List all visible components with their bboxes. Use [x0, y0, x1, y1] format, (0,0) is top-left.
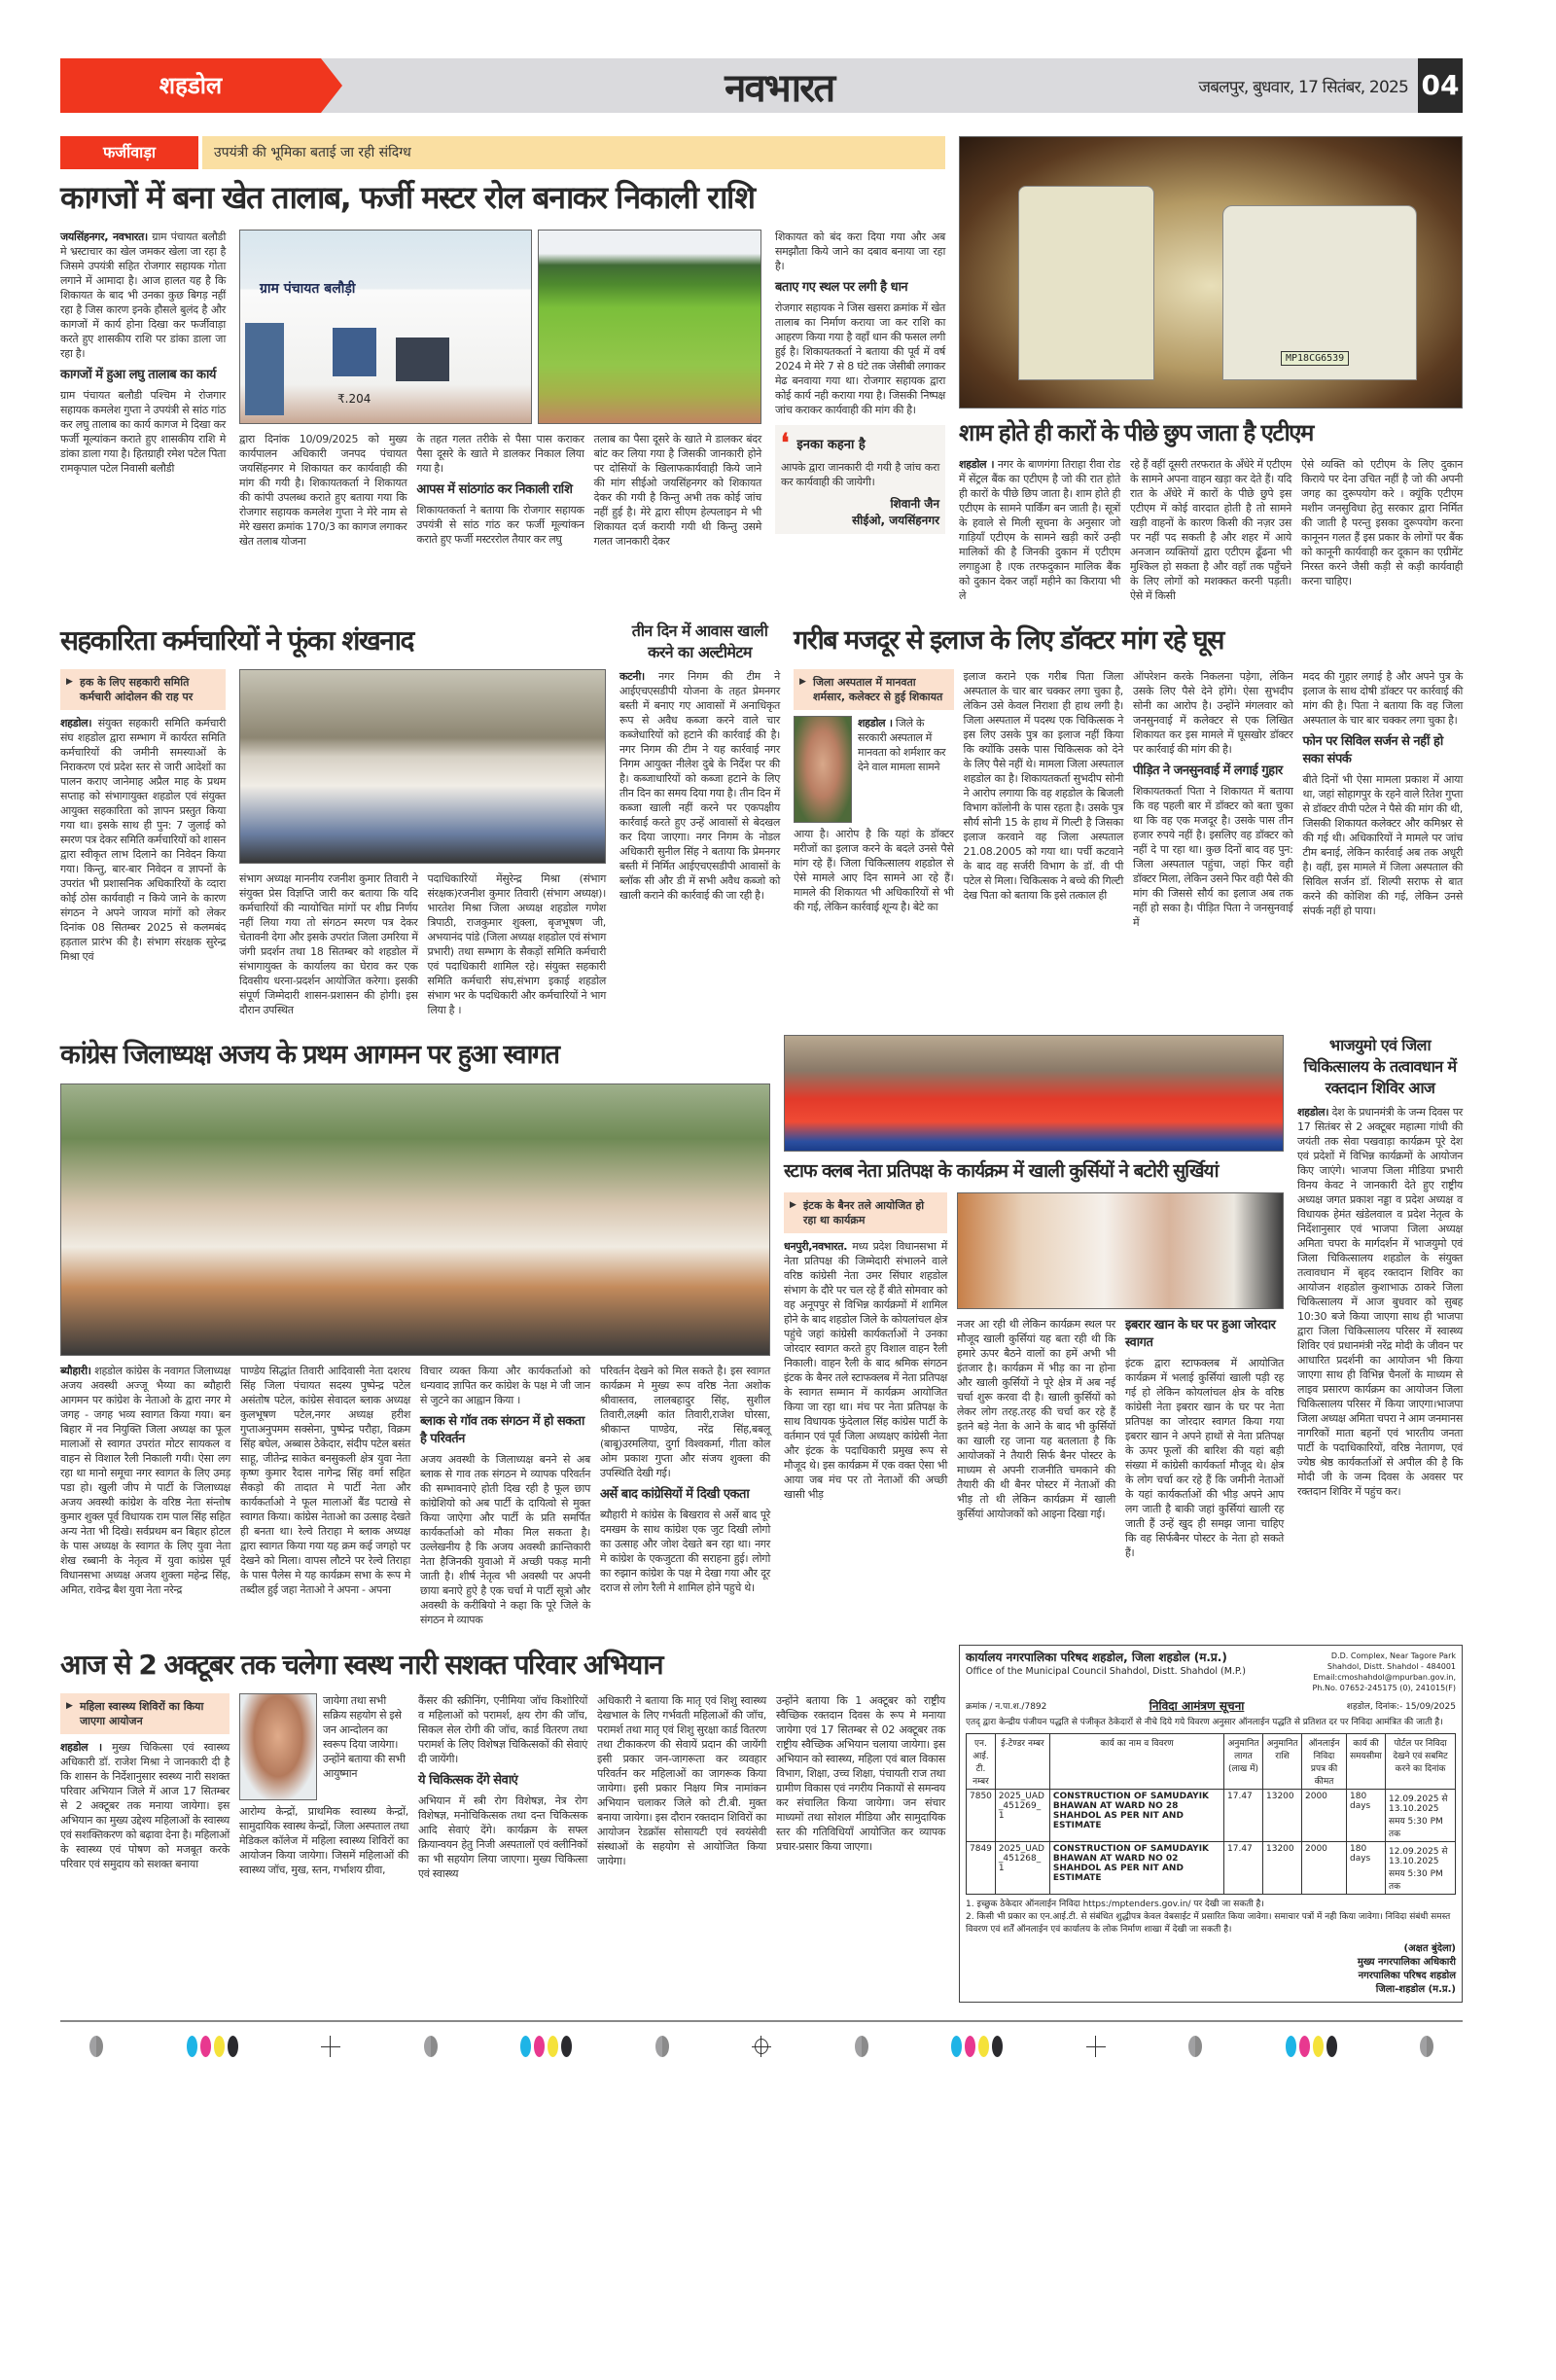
story9-col2-side: जायेगा तथा सभी सक्रिय सहयोग से इसे जन आन्दोलन का स्वरूप दिया जायेगा। उन्होंने बताया की सभी आयुष्मान	[323, 1694, 406, 1780]
story1-col1	[60, 230, 226, 361]
story5-photo-row	[794, 716, 954, 823]
tender-address1: D.D. Complex, Near Tagore Park	[1330, 1652, 1456, 1660]
story9-col2: आरोग्य केन्द्रों, प्राथमिक स्वास्थ्य केन्द्रों, सामुदायिक स्वास्थ केन्द्रों, जिला अस्पताल तथा मेडिकल कॉलेज में महिला स्वास्थ्य शिविरों का आयोजन किया जायेगा। जिसमें महिलाओं की स्वास्थ्य जॉच, मुख, स्तन, गर्भाशय ग्रीवा,	[239, 1805, 408, 1876]
gray-balance-mark	[424, 2036, 438, 2057]
story1-col3b: शिकायतकर्ता ने बताया कि रोजगार सहायक उपयंत्री से सांठ गांठ कर फर्जी मूल्यांकन कराते हुए फर्जी मस्टररोल तैयार कर लघु	[416, 504, 584, 546]
tender-signature	[966, 1942, 1456, 1997]
th-form-fee: ऑनलाईन निविदा प्रपत्र की कीमत	[1302, 1734, 1347, 1790]
crosshair-icon	[1086, 2036, 1106, 2057]
section-name: शहडोल	[60, 58, 321, 113]
story6-col1-text: शहडोल कांग्रेस के नवागत जिलाध्यक्ष अजय अवस्थी अज्जू भैय्या का ब्यौहारी आगमन पर कांग्रेश के नेताओ के द्वारा नगर मे जगह - जगह भव्य स्वागत किया गया। बन बिहार में नव नियुक्ति जिला अध्यक्ष का फूल मालाओं से स्वागत उपरांत मोटर सायकल व वाहन से विशाल रैली निकाली गयी। ऐसा लग रहा था मानो समूचा नगर स्वागत के लिए उमड़ पडा हो। खुली जीप मे पार्टी के जिलाध्यक्ष अजय अवस्थी कांग्रेश के वरिष्ठ नेता संन्तोष कुमार शुक्ल पूर्व विधायक राम पाल सिंह सहित अन्य नेता भी दिखे। सर्वप्रथम बन बिहार होटल के पास अध्यक्ष के स्वागत के लिए युवा नेता शेख रब्बानी के नेतृत्व में युवा कांग्रेस पूर्व विधानसभा अध्यक्ष अजय शुक्ला महेन्द्र सिंह, अमित, रावेन्द्र बैश युवा नेता नरेन्द्र	[60, 1365, 230, 1596]
story5-body	[794, 669, 1463, 930]
story1	[60, 136, 945, 549]
story7-photo-leaders	[957, 1192, 1284, 1309]
cell: 17.47	[1224, 1842, 1263, 1895]
story6-col3-wrap	[420, 1364, 590, 1627]
tender-address2: Shahdol, Distt. Shahdol - 484001	[1326, 1662, 1456, 1671]
story7-headline: स्टाफ क्लब नेता प्रतिपक्ष के कार्यक्रम में खाली कुर्सियों ने बटोरी सुर्खियां	[784, 1160, 1219, 1182]
cell: 2000	[1302, 1790, 1347, 1842]
registration-target-icon	[752, 2036, 771, 2057]
tender-date: शहडोल, दिनांक:- 15/09/2025	[1346, 1702, 1456, 1712]
cell: 7850	[967, 1790, 996, 1842]
cell: 12.09.2025 से 13.10.2025 समय 5:30 PM तक	[1386, 1790, 1456, 1842]
story5-col3-wrap	[1133, 669, 1293, 930]
color-bar-swatch	[1326, 2036, 1337, 2057]
story5-col1-side-text: जिले के सरकारी अस्पताल में मानवता को शर्मशार कर देने वाल मामला सामने	[858, 717, 946, 773]
story5-col3: ऑपरेशन करके निकलना पड़ेगा, लेकिन उसके लिए पैसे देने होंगे। ऐसा सुभदीप सोनी का आरोप है। उन्होंने मंगलवार को जनसुनवाई में कलेक्टर से एक लिखित शिकायत कर इस मामले में घूसखोर डॉक्टर पर कार्रवाई की मांग की है।	[1133, 670, 1293, 756]
story1-col4: तलाब का पैसा दूसरे के खाते मे डालकर बंदर बांट कर लिया गया है जिसकी जानकारी होने पर दोसियों के खिलाफकार्यवाही किये जाने की मांग सीईओ जयसिंहनगर को शिकायत देकर की गयी है किन्तु अभी तक कोई जांच नहीं हुई है। मेरे द्वारा सीएम हेल्पलाइन मे भी शिकायत दर्ज करायी गयी थी किन्तु उसमे गलत जानकारी देकर	[593, 433, 761, 548]
th-cost: अनुमानित लागत (लाख में)	[1224, 1734, 1263, 1790]
story7-dateline: धनपुरी,नवभारत.	[784, 1240, 848, 1253]
story9-col3b: अभियान में स्त्री रोग विशेषज्ञ, नेत्र रोग विशेषज्ञ, मनोचिकित्सक तथा दन्त चिकित्सक आदि सेवाएं देंगे। कार्यक्रम के सफ्ल क्रियान्वयन हेतु निजी अस्पतालों एवं क्लीनिकों का भी सहयोग लिया जाएगा। मुख्य चिकित्सा एवं स्वास्थ्य	[418, 1794, 587, 1880]
story3-col3: पदाधिकारियों मेंसुरेन्द्र मिश्रा (संभाग संरक्षक)रजनीश कुमार तिवारी (संभाग अध्यक्ष)। भारतेश मिश्रा जिला अध्यक्ष शहडोल गणेश त्रिपाठी, राजकुमार शुक्ला, बृजभूषण जी, अभयानंद पांडे (जिला अध्यक्ष शहडोल एवं संभाग प्रभारी) तथा सम्भाग के सैकड़ों समिति कर्मचारी एवं पदाधिकारी शामिल रहे। संयुक्त सहकारी समिति कर्मचारी संघ,संभाग इकाई शहडोल संभाग भर के पदधिकारी और कर्मचारियों ने भाग लिया है ।	[427, 872, 606, 1016]
story7-kicker: ▶ इंटक के बैनर तले आयोजित हो रहा था कार्यक्रम	[784, 1192, 947, 1233]
story1-subhead2: आपस में सांठगांठ कर निकाली राशि	[416, 482, 573, 497]
story8-body	[1297, 1105, 1463, 1499]
color-bar-swatch	[548, 2036, 558, 2057]
cell: 13200	[1263, 1790, 1302, 1842]
color-bar	[951, 2036, 1003, 2057]
story9-headline: आज से 2 अक्टूबर तक चलेगा स्वस्थ नारी सशक्त परिवार अभियान	[60, 1649, 663, 1681]
print-registration-marks	[60, 2020, 1463, 2077]
story6-col3: विचार व्यक्त किया और कार्यकर्ताओ को धन्यवाद ज्ञापित कर कांग्रेश के पक्ष मे जी जान से जुटने का आह्वान किया ।	[420, 1365, 590, 1406]
story2-body	[959, 457, 1463, 603]
tender-top	[966, 1651, 1456, 1693]
cell: 12.09.2025 से 13.10.2025 समय 5:30 PM तक	[1386, 1842, 1456, 1895]
story3-kicker: ▶ हक के लिए सहकारी समिति कर्मचारी आंदोलन की राह पर	[60, 669, 226, 710]
story7-col1-text: मध्य प्रदेश विधानसभा में नेता प्रतिपक्ष की जिम्मेदारी संभालने वाले वरिष्ठ कांग्रेसी नेता उमर सिंघार शहडोल संभाग के दौरे पर चल रहे हैं बीते सोमवार को वह अनूपपुर से विभिन्न कार्यक्रमों में शामिल होने के बाद शहडोल जिले के कोयलांचल क्षेत्र पहुंचे जहां कांग्रेसी कार्यकर्ताओं ने उनका जोरदार स्वागत करते हुए विशाल वाहन रैली निकाली। वाहन रैली के बाद श्रमिक संगठन इंटक के बैनर तले स्टाफक्लब में नेता प्रतिपक्ष के स्वागत सम्मान में कार्यक्रम आयोजित किया जा रहा था। मंच पर नेता प्रतिपक्ष के साथ विधायक फुंदेलाल सिंह कांग्रेस पार्टी के वर्तमान एवं पूर्व जिला अध्यक्षए कांग्रेसी नेता और इंटक के पदाधिकारी प्रमुख रूप से मौजूद थे। इस कार्यक्रम में एक वक्त ऐसा भी आया जब मंच पर तो नेताओं की अच्छी खासी भीड़	[784, 1240, 947, 1501]
gray-balance-mark	[1420, 2036, 1433, 2057]
tender-header-row	[967, 1734, 1456, 1790]
quote-mark-icon: ❛	[781, 429, 790, 458]
color-bar	[520, 2036, 572, 2057]
quote-title: इनका कहना है	[796, 438, 866, 452]
story9-subhead1: ये चिकित्सक देंगे सेवाएं	[418, 1773, 518, 1788]
story3-4	[60, 621, 780, 1017]
story9-col3-wrap	[418, 1693, 587, 1881]
cell: 2025_UAD_451269_1	[995, 1790, 1049, 1842]
story2-dateline: शहडोल ।	[959, 458, 995, 471]
story1-col1b: ग्राम पंचायत बलौडी पश्चिम मे रोजगार सहायक कमलेश गुप्ता ने उपयंत्री से सांठ गांठ कर लघु तालाब का कार्य कागज मे दिखा कर फर्जी मूल्यांकन कराते हुए शासकीय राशि मे डांका डाला गया है। हितग्राही रमेश पटेल पिता रामकृपाल पटेल निवासी बलौडी	[60, 389, 226, 475]
story1-tag: फर्जीवाड़ा	[60, 136, 198, 169]
row-second	[60, 621, 1463, 1017]
story9-kicker: ▶ महिला स्वास्थ्य शिविरों का किया जाएगा आयोजन	[60, 1693, 230, 1734]
gray-balance-mark	[655, 2036, 669, 2057]
tender-note2: 2. किसी भी प्रकार का एन.आई.टी. से संबंधित शुद्धीपत्र केवल वेबसाईट में प्रसारित किया जावेगा। समाचार पत्रों में नही किया जावेगा। निविदा संबंधी समस्त विवरण एवं शर्तें ऑनलाईन एवं कार्यालय के लोक निर्माण शाखा में देखी जा सकती है।	[966, 1912, 1451, 1935]
photo-sign-text: ग्राम पंचायत बलौड़ी	[260, 281, 356, 297]
sign-role1: मुख्य नगरपालिका अधिकारी	[1357, 1957, 1456, 1968]
color-bar-swatch	[520, 2036, 531, 2057]
story5-col4-wrap	[1303, 669, 1464, 918]
license-plate: MP18CG6539	[1281, 351, 1349, 366]
color-bar-swatch	[214, 2036, 225, 2057]
tender-title: निविदा आमंत्रण सूचना	[1149, 1699, 1245, 1713]
crosshair-icon	[321, 2036, 340, 2057]
story7-subhead1: इबरार खान के घर पर हुआ जोरदार स्वागत	[1125, 1318, 1276, 1350]
row-third	[60, 1035, 1463, 1627]
color-bar-swatch	[1286, 2036, 1296, 2057]
story5-col1: आया है। आरोप है कि यहां के डॉक्टर मरीजों का इलाज करने के बदले उनसे पैसे मांग रहे हैं। जिला चिकित्सालय शहडोल से ऐसे मामले आए दिन सामने आ रहे हैं। मामले की शिकायत भी अधिकारियों से भी की गई, लेकिन कार्रवाई शून्य है। बेटे का	[794, 828, 954, 913]
story9-col1	[60, 1740, 230, 1871]
color-bar-swatch	[534, 2036, 545, 2057]
story1-middle	[239, 230, 761, 549]
story9-body	[60, 1693, 945, 1881]
masthead	[60, 58, 1463, 113]
story6-col1	[60, 1364, 230, 1597]
quote-box	[775, 425, 945, 534]
story7-body	[784, 1192, 1284, 1560]
tender-ref: क्रमांक / न.पा.श./7892	[966, 1702, 1047, 1712]
cell: 2025_UAD_451268_1	[995, 1842, 1049, 1895]
story5-headline: गरीब मजदूर से इलाज के लिए डॉक्टर मांग रहे घूस	[794, 625, 1223, 656]
story9-col3: कैंसर की स्क्रीनिंग, एनीमिया जॉच किशोरियों व महिलाओं को परामर्श, क्षय रोग की जॉच, सिकल सेल रोगी की जॉच, कार्ड वितरण तथा परामर्श के लिए विशेषज्ञ चिकित्सकों की सेवाएं दी जायेंगी।	[418, 1694, 587, 1765]
story3-4-row	[60, 621, 780, 1017]
story6-col4b: ब्यौहारी मे कांग्रेस के बिखराव से अर्से बाद पूरे दमखम के साथ कांग्रेश एक जुट दिखी लोगो का उत्साह और जोश देखते बन रहा था। नगर मे कांग्रेश के एकजुटता की सराहना हुई। लोगो का रुझान कांग्रेश के पक्ष मे देखा गया और दूर दराज से लोग रैली मे शामिल होने पहुचे थे।	[600, 1509, 770, 1594]
story1-subhead3: बताए गए स्थल पर लगी है धान	[775, 280, 908, 295]
story9-col5: उन्होंने बताया कि 1 अक्टूबर को राष्ट्रीय स्वैच्छिक रक्तदान दिवस के रूप मे मनाया जायेगा एवं 17 सितम्बर से 02 अक्टूबर तक राष्ट्रीय स्वैच्छिक अभियान चलाया जायेगा। इस अभियान को स्वास्थ्य, महिला एवं बाल विकास विभाग, शिक्षा, उच्च शिक्षा, पंचायती राज तथा ग्रामीण विकास एवं नगरीय निकायों से समन्वय कर संचालित किया जायेगा। जन संचार माध्यमों तथा सोशल मीडिया और सामुदायिक स्तर की गतिविधियाँ आयोजित कर व्यापक प्रचार-प्रसार किया जाएगा।	[776, 1694, 945, 1853]
story1-col5: शिकायत को बंद करा दिया गया और अब समझौता किये जाने का दबाव बनाया जा रहा है।	[775, 231, 945, 272]
tender-row	[967, 1790, 1456, 1842]
cell: 2000	[1302, 1842, 1347, 1895]
story5-col1-wrap	[794, 669, 954, 914]
story6-col2: पाण्डेय सिद्धांत तिवारी आदिवासी नेता दशरथ सिंह जिला पंचायत सदस्य पुष्पेन्द्र पटेल असंतोष पटेल, कांग्रेस सेवादल ब्लाक अध्यक्ष कुलभूषण पटेल,नगर अध्यक्ष हरीश गुप्ताअनुपमम सक्सेना, पुष्पेन्द्र परौहा, विक्रम सिंह बघेल, अब्बास ठेकेदार, संदीप पटेल बसंत साहू, जीतेन्द्र साकेत बनसुकली क्षेत्र युवा नेता कृष्ण कुमार रैदास नागेन्द्र सिंह वर्मा सहित सैकड़ो की तादात मे पार्टी नेता और कार्यकर्ताओ ने फूल मालाओं बैंड पटाखे से स्वागत किया। कांग्रेस नेताओ का उत्साह देखते ही बनता था। रेल्वे तिराहा मे ब्लाक अध्यक्ष द्वारा स्वागत किया गया यह क्रम कई जगहो पर देखने को मिला। वापस लौटने पर रेल्वे तिराहा के पास पैलेस मे यह कार्यक्रम सभा के रूप मे तब्दील हुई जहा नेताओ ने अपना - अपना	[240, 1365, 410, 1596]
story3-cols	[239, 871, 606, 1017]
story9-photo-row	[239, 1693, 408, 1800]
tender-phone: Ph.No. 07652-245175 (0), 241015(F)	[1312, 1684, 1456, 1692]
story6-col4-wrap	[600, 1364, 770, 1595]
quote-role: सीईओ, जयसिंहनगर	[852, 514, 939, 527]
story7-col3-wrap	[1125, 1317, 1284, 1560]
story5-photo-complainant	[794, 716, 852, 823]
story1-col2: द्वारा दिनांक 10/09/2025 को मुख्य कार्यपालन अधिकारी जनपद पंचायत जयसिंहनगर मे शिकायत कर कार्यवाही की मांग की गयी है। शिकायतकर्ता ने शिकायत की कांपी उपलब्ध कराते हुए बताया गया कि रोजगार सहायक कमलेश गुप्ता ने मेरे नाम से मेरे खसरा क्रमांक 170/3 का कागज लगाकर खेत तलाब योजना	[239, 433, 407, 548]
story2-col1-text: नगर के बाणगंगा तिराहा रीवा रोड में सेंट्रल बैंक का एटीएम है जो की रात होते ही कारों के पीछे छिप जाता है। शाम होते ही एटीएम के सामने पार्किंग बन जाती है। सूत्रों के हवाले से मिली सूचना के अनुसार जो गाड़ियाँ एटीएम के सामने खड़ी कारें उन्ही मालिकों की है जिनकी दुकान में एटीएम लगाहुआ है ।एक तरफदुकान मालिक बैंक को दुकान देकर जहाँ महीने का किराया भी ले	[959, 458, 1121, 602]
cell: 7849	[967, 1842, 996, 1895]
story7-photo-empty-chairs	[784, 1035, 1284, 1152]
story2-headline: शाम होते ही कारों के पीछे छुप जाता है एटीएम	[959, 419, 1313, 446]
color-bar-swatch	[992, 2036, 1003, 2057]
story1-photos	[239, 230, 761, 424]
story2-photo-parked-cars-atm	[959, 136, 1463, 409]
color-bar-swatch	[951, 2036, 962, 2057]
color-bar-swatch	[187, 2036, 197, 2057]
tender-email: Email:cmoshahdol@mpurban.gov.in,	[1313, 1673, 1456, 1682]
story7-col2: नजर आ रही थी लेकिन कार्यक्रम स्थल पर मौजूद खाली कुर्सियां यह बता रही थी कि हमारे ऊपर बैठने वालों का हमें अभी भी इंतजार है। कार्यक्रम में भीड़ का ना होना और खाली कुर्सियों ने पूरे क्षेत्र में अब नई चर्चा शुरू करवा दी है। खाली कुर्सियों को लेकर लोग तरह.तरह की चर्चा कर रहे हैं इतने बड़े नेता के आने के बाद भी कुर्सियों का खाली रह जाना यह बतलाता है कि आयोजकों ने तैयारी सिर्फ बैनर पोस्टर के माध्यम से अपनी राजनीति चमकाने की तैयारी की थी बैनर पोस्टर में नेताओं की भीड़ तो थी लेकिन कार्यक्रम में खाली कुर्सियां आयोजकों को आइना दिखा गई।	[957, 1318, 1115, 1520]
story1-col1-wrap	[60, 230, 226, 476]
tender-office-english: Office of the Municipal Council Shahdol, Distt. Shahdol (M.P.)	[966, 1666, 1246, 1677]
story1-col3-wrap	[416, 432, 584, 547]
newspaper-logo: नवभारत	[725, 65, 834, 111]
story6-photo-rally	[60, 1083, 770, 1356]
story9-col1-wrap	[60, 1693, 230, 1871]
newspaper-page	[60, 0, 1463, 2077]
story3-dateline: शहडोल।	[60, 717, 92, 729]
cell: 13200	[1263, 1842, 1302, 1895]
row-top	[60, 136, 1463, 603]
story7	[784, 1035, 1284, 1560]
story7-right-cols	[957, 1317, 1284, 1560]
tender-row	[967, 1842, 1456, 1895]
photo-number-text: ₹.204	[337, 392, 371, 406]
story9-col2-wrap	[239, 1693, 408, 1877]
th-dates: पोर्टल पर निविदा देखने एवं सबमिट करने का दिनांक	[1386, 1734, 1456, 1790]
story3-headline: सहकारिता कर्मचारियों ने फूंका शंखनाद	[60, 624, 413, 657]
color-bar-swatch	[1313, 2036, 1324, 2057]
color-bar-swatch	[200, 2036, 211, 2057]
story1-photo-paddy-field	[538, 230, 761, 424]
story1-photo-panchayat-building	[239, 230, 532, 424]
tender-notice	[959, 1645, 1463, 2003]
story1-middle-cols	[239, 432, 761, 549]
story3-right	[239, 669, 606, 1017]
story1-dateline: जयसिंहनगर, नवभारत।	[60, 231, 148, 243]
story7-col1-wrap	[784, 1192, 947, 1502]
cell: 180 days	[1347, 1790, 1386, 1842]
story6-body	[60, 1364, 770, 1627]
story2	[959, 136, 1463, 603]
th-amount: अनुमानित राशि	[1263, 1734, 1302, 1790]
story3-col1-text: संयुक्त सहकारी समिति कर्मचारी संघ शहडोल द्वारा सम्भाग में कार्यरत समिति कर्मचारियों की जमीनी समस्याओं के निराकरण एवं प्रदेश स्तर से जारी आदेशों का पालन कराए जानेमाह अप्रैल माह के प्रथम सप्ताह को संभागायुक्त शहडोल एवं संयुक्त आयुक्त सहकारिता को ज्ञापन प्रस्तुत किया गया था। इसके साथ ही पुन: 7 जुलाई को स्मरण पत्र देकर समिति कर्मचारियों को शासन द्वारा स्वीकृत लाभ दिलाने का निवेदन किया गया। किन्तु, बार-बार निवेदन व ज्ञापनों के उपरांत भी प्रशासनिक अधिकारियों के व्दारा कोई ठोस कार्यवाही न किये जाने के कारण संगठन ने अपने जायज मांगों को लेकर दिनांक 08 सितम्बर 2025 से कलमबंद हड़ताल प्रारंभ की है। संभाग संरक्षक सुरेन्द्र मिश्रा एवं	[60, 717, 226, 963]
story7-right	[957, 1192, 1284, 1560]
story5-subhead2: फोन पर सिविल सर्जन से नहीं हो सका संपर्क	[1302, 734, 1443, 766]
story4-headline: तीन दिन में आवास खाली करने का अल्टीमेटम	[631, 622, 768, 661]
story9	[60, 1645, 945, 1881]
story7-col1	[784, 1239, 947, 1502]
color-bar-swatch	[228, 2036, 238, 2057]
color-bar-swatch	[561, 2036, 572, 2057]
tender-note1: 1. इच्छुक ठेकेदार ऑनलाईन निविदा https:/mptenders.gov.in/ पर देखी जा सकती है।	[966, 1900, 1264, 1909]
story3-col2: संभाग अध्यक्ष माननीय रजनीश कुमार तिवारी ने संयुक्त प्रेस विज्ञप्ति जारी कर बताया कि यदि कर्मचारियों की न्यायोचित मांगों पर शीघ्र निर्णय नहीं लिया गया तो संगठन स्मरण पत्र देकर चेतावनी देगा और इसके उपरांत जिला उमरिया में जंगी प्रदर्शन तथा 18 सितम्बर को शहडोल में संभागायुक्त के कार्यालय का घेराव कर एक दिवसीय धरना-प्रदर्शन आयोजित करेगा। इसकी संपूर्ण जिम्मेदारी शासन-प्रशासन की होगी। इस दौरान उपस्थित	[239, 872, 418, 1016]
story4-body	[619, 669, 780, 903]
page-number: 04	[1418, 58, 1463, 113]
color-bar	[1286, 2036, 1337, 2057]
story4-dateline: कटनी।	[619, 670, 645, 683]
sign-name: (अक्षत बुंदेला)	[1403, 1943, 1456, 1954]
car-left	[1018, 186, 1154, 380]
tender-ref-row	[966, 1697, 1456, 1714]
story3-left	[60, 669, 226, 964]
story5-dateline: शहडोल ।	[858, 717, 893, 729]
story1-body	[60, 230, 945, 549]
gray-balance-mark	[89, 2036, 103, 2057]
story3	[60, 621, 606, 1017]
story1-headline: कागजों में बना खेत तालाब, फर्जी मस्टर रोल बनाकर निकाली राशि	[60, 179, 755, 216]
story3-col1	[60, 716, 226, 964]
story1-tagbar	[60, 136, 945, 169]
story3-body	[60, 669, 606, 1017]
story5-kicker: ▶ जिला अस्पताल में मानवता शर्मसार, कलेक्टर से हुई शिकायत	[794, 669, 954, 710]
story6-col3b: अजय अवस्थी के जिलाध्यक्ष बनने से अब ब्लाक से गाव तक संगठन मे व्यापक परिवर्तन की सम्भावनाऐ होती दिख रही है फूल छाप कांग्रेशियो को अब पार्टी के दायित्वो से मुक्त किया जाऐगा और पार्टी के प्रति समर्पित कार्यकर्ताओ को मौका मिल सकता है। उल्लेखनीय है कि अजय अवस्थी क्रान्तिकारी नेता हैजिनकी युवाओ में अच्छी पकड़ मानी जाती है। शीर्ष नेतृत्व भी अवस्थी पर अपनी छाया बनाऐ हुऐ है एक चर्चा मे पार्टी सूत्रो और अवस्थी के करीबियो ने कहा कि पूरे जिले के संगठन मे व्यापक	[420, 1453, 590, 1626]
story1-col1-text: ग्राम पंचायत बलौडी मे भ्रस्टाचार का खेल जमकर खेला जा रहा है जिसमे उपयंत्री सहित रोजगार सहायक गोता लगाने में आमादा है। आज हालत यह है कि शिकायत के बाद भी उनका कुछ बिगड़ नहीं रहा है जिस कारण इनके हौसले बुलंद है और कागजों में कार्य होना दिखा कर फर्जीवाड़ा करते हुए शासकीय राशि पर डांका डाला जा रहा है।	[60, 231, 226, 360]
color-bar-swatch	[965, 2036, 975, 2057]
sign-role3: जिला-शहडोल (म.प्र.)	[1375, 1984, 1456, 1995]
th-etender: ई-टेण्डर नम्बर	[995, 1734, 1049, 1790]
sign-role2: नगरपालिका परिषद शहडोल	[1358, 1971, 1456, 1981]
cell: CONSTRUCTION OF SAMUDAYIK BHAWAN AT WARD NO 28 SHAHDOL AS PER NIT AND ESTIMATE	[1049, 1790, 1223, 1842]
gray-balance-mark	[855, 2036, 868, 2057]
story1-col3: के तहत गलत तरीके से पैसा पास कराकर पैसा दूसरे के खाते मे डालकर निकाल लिया गया है।	[416, 433, 584, 475]
board	[396, 337, 449, 381]
story9-col4: अधिकारी ने बताया कि मातृ एवं शिशु स्वास्थ्य देखभाल के लिए गर्भवती महिलाओं की जॉच, परामर्श तथा मातृ एवं शिशु सुरक्षा कार्ड वितरण तथा टीकाकरण की सेवायें प्रदान की जायेंगी इसी प्रकार जन-जागरूता कर व्यवहार परिवर्तन कर महिलाओं का जागरूक किया जायेगा। इसी प्रकार निक्षय मित्र नामांकन अभियान चलाकर जिले को टी.बी. मुक्त बनाया जायेगा। इस दौरान रक्तदान शिविरों का आयोजन रेडक्रॉस सोसायटी एवं स्वयंसेवी संस्थाओं के सहयोग से आयोजित किया जायेगा।	[597, 1694, 766, 1867]
story3-photo-cooperative-employees	[239, 669, 606, 864]
color-bar	[187, 2036, 238, 2057]
story6	[60, 1035, 770, 1627]
th-nit: एन. आई. टी. नम्बर	[967, 1734, 996, 1790]
masthead-title-bar	[321, 58, 1418, 113]
cell: 180 days	[1347, 1842, 1386, 1895]
story9-col1-text: मुख्य चिकित्सा एवं स्वास्थ्य अधिकारी डॉ. राजेश मिश्रा ने जानकारी दी है कि शासन के निर्देशानुसार स्वस्थ्य नारी सशक्त परिवार अभियान जिले में आज 17 सितम्बर से 2 अक्टूबर तक मनाया जायेगा। इस अभियान का मुख्य उद्देश्य महिलाओं के स्वास्थ्य एवं सशक्तिकरण को बढ़ावा देना है। महिलाओं के स्वास्थ्य एवं पोषण को मजबूत करके परिवार एवं समुदाय को सशक्त बनाया	[60, 1741, 230, 1870]
story5-subhead1: पीड़ित ने जनसुनवाई में लगाई गुहार	[1133, 764, 1283, 778]
story6-dateline: ब्यौहारी।	[60, 1365, 91, 1377]
cell: 17.47	[1224, 1790, 1263, 1842]
story6-col4: परिवर्तन देखने को मिल सकते है। इस स्वागत कार्यक्रम मे मुख्य रूप वरिष्ठ नेता अशोक श्रीवास्तव, लालबहादुर सिंह, सुशील तिवारी,लक्ष्मी कांत तिवारी,राजेश घोरसा, श्रीकान्त पाण्डेय, नरेंद्र सिंह,बबलू (बाबू)उरमलिया, दुर्गा विश्वकर्मा, गीता कोल ओम प्रकाश गुप्ता और संजय शुक्ला की उपस्थिति देखी गई।	[600, 1365, 770, 1479]
story1-col5b: रोजगार सहायक ने जिस खसरा क्रमांक में खेत तालाब का निर्माण कराया जा कर राशि का आहरण किया गया है वहाँ धान की फसल लगी हुई है। शिकायतकर्ता ने बताया की पूर्व में वर्ष 2024 मे मेरे 7 से 8 घंटे तक जेसीबी लगाकर मेढ बनवाया गया था। रोजगार सहायक द्वारा कोई कार्य नही कराया गया है। जिसकी निष्पक्ष जांच कराकर कार्यवाही की मांग की है।	[775, 302, 945, 416]
story8-dateline: शहडोल।	[1297, 1106, 1329, 1119]
th-work: कार्य का नाम व विवरण	[1049, 1734, 1223, 1790]
dateline: जबलपुर, बुधवार, 17 सितंबर, 2025	[1198, 77, 1408, 97]
story6-subhead2: अर्से बाद कांग्रेसियों में दिखी एकता	[600, 1487, 750, 1502]
story5-col4b: बीते दिनों भी ऐसा मामला प्रकाश में आया था, जहां सोहागपुर के रहने वाले रितेश गुप्ता से डॉक्टर वीपी पटेल ने पैसे की मांग की थी, जिसकी शिकायत कलेक्टर और कमिश्नर से की गई थी। अधिकारियों ने मामले पर जांच टीम बनाई, लेकिन कार्रवाई अब तक अधूरी है। वहीं, इस मामले में जिला अस्पताल की सिविल सर्जन डॉ. शिल्पी सराफ से बात करने की कोशिश की गई, लेकिन उनसे संपर्क नहीं हो पाया।	[1302, 773, 1463, 917]
tender-table	[966, 1733, 1456, 1895]
story2-col2: रहे हैं वहीं दूसरी तरफरात के अँधेरे में एटीएम के सामने अपना वाहन खड़ा कर देते हैं। यदि रात के अँधेरे में कारों के पीछे छुपे इस एटीएम में कोई वारदात होती है तो सामने खड़ी वाहनों के कारण किसी की नज़र उस पर नहीं पद सकती है और शहर में आये अनजान व्यक्तियों द्वारा एटीएम ढूँढना भी मुश्किल हो सकता है और वहाँ तक पहुँचने के लिए लोगों को मशक्कत करनी पड़ती। ऐसे में किसी	[1130, 458, 1291, 602]
story6-subhead1: ब्लाक से गॉव तक संगठन में हो सकता है परिवर्तन	[420, 1414, 584, 1446]
story5-col4: मदद की गुहार लगाई है और अपने पुत्र के इलाज के साथ दोषी डॉक्टर पर कार्रवाई की मांग की है। पिता ने बताया कि वह जिला अस्पताल के चार बार चक्कर लगा चुका है।	[1302, 670, 1463, 727]
row-bottom	[60, 1645, 1463, 2003]
story2-col3: ऐसे व्यक्ति को एटीएम के लिए दुकान किराये पर देना उचित नहीं है जो की अपनी जगह का दुरूपयोग करे । क्यूंकि एटीएम मशीन जनसुविधा हेतु सरकार द्वारा निर्मित की जाती है परन्तु इसका दुरूपयोग करना कानूनन गलत हैं इस प्रकार के लोगों पर बैंक को कानूनी कार्यवाही कर दूकान का एग्रीमेंट निरस्त करने जैसी कड़ी से कड़ी कार्यवाही करना चाहिए।	[1301, 458, 1463, 587]
story7-col3: इंटक द्वारा स्टाफक्लब में आयोजित कार्यक्रम में भलाई कुर्सियां खाली पड़ी रह गई हो लेकिन कोयलांचल क्षेत्र के वरिष्ठ कांग्रेसी नेता इबरार खान के घर पर नेता प्रतिपक्ष का जोरदार स्वागत किया गया इबरार खान ने अपने हाथों से नेता प्रतिपक्ष के ऊपर फूलों की बारिश की यहां बड़ी संख्या में कांग्रेसी कार्यकर्ता मौजूद थे। क्षेत्र के लोग चर्चा कर रहे हैं कि जमीनी नेताओं के यहां कार्यकर्ताओं की भीड़ अपने आप लग जाती है बाकी जहां कुर्सियां खाली रह जाती हैं उन्हें खुद ही समझ जाना चाहिए कि वह सिर्फबैनर पोस्टर के नेता हो सकते हैं।	[1125, 1357, 1284, 1559]
story4	[619, 621, 780, 903]
story5	[794, 621, 1463, 930]
color-bar-swatch	[978, 2036, 989, 2057]
story5-col1-side	[858, 716, 954, 774]
tender-office-hindi: कार्यालय नगरपालिका परिषद शहडोल, जिला शहडोल (म.प्र.)	[966, 1651, 1227, 1664]
story5-col3b: शिकायतकर्ता पिता ने शिकायत में बताया कि वह पहली बार में डॉक्टर को बता चुका था कि वह एक मजदूर है। उसके पास तीन हजार रुपये नहीं है। इसलिए वह डॉक्टर को नहीं दे पा रहा था। कुछ दिनों बाद वह पुन: जिला अस्पताल पहुंचा, जहां फिर वही डॉक्टर मिला, लेकिन उसने फिर वही पैसे की मांग की जिससे सौर्य का इलाज अब तक नहीं हो सका है। पीड़ित पिता ने जनसुनवाई में	[1133, 785, 1293, 929]
quote-text: आपके द्वारा जानकारी दी गयी है जांच करा कर कार्यवाही की जायेगी।	[781, 461, 939, 488]
story6-headline: कांग्रेस जिलाध्यक्ष अजय के प्रथम आगमन पर हुआ स्वागत	[60, 1040, 559, 1070]
story1-tagline: उपयंत्री की भूमिका बताई जा रही संदिग्ध	[202, 136, 945, 169]
story8-body-text: देश के प्रधानमंत्री के जन्म दिवस पर 17 सितंबर से 2 अक्टूबर महात्मा गांधी की जयंती तक सेवा पखवाड़ा कार्यक्रम पूरे देश एवं प्रदेशों में विभिन्न कार्यक्रमों के आयोजन किए जाएंगे। भाजपा जिला मीडिया प्रभारी विनय केवट ने जानकारी देते हुए राष्ट्रीय अध्यक्ष जगत प्रकाश नड्डा व प्रदेश अध्यक्ष व विधायक हेमंत खंडेलवाल व प्रदेश नेतृत्व के निर्देशानुसार एवं भाजपा जिला अध्यक्ष अमिता चपरा के मार्गदर्शन में भाजयुमो एवं जिला चिकित्सालय शहडोल के संयुक्त तत्वावधान में बृहद रक्तदान शिविर का आयोजन शहडोल कुशाभाऊ ठाकरे जिला चिकित्सालय में आज बुधवार को सुबह 10:30 बजे किया जाएगा साथ ही भाजपा द्वारा जिला चिकित्सालय परिसर में स्वास्थ्य शिविर एवं प्रधानमंत्री नरेंद्र मोदी के जीवन पर आधारित प्रदर्शनी का आयोजन भी किया जाएगा साथ ही विभिन्न चैनलों के माध्यम से लाइव प्रसारण कार्यक्रम का आयोजन जिला चिकित्सालय परिसर में किया जाएगा।भाजपा जिला अध्यक्ष अमिता चपरा ने आम जनमानस नागरिकों माता बहनों एवं भारतीय जनता पार्टी के पदाधिकारियों, वरिष्ठ नेतागण, एवं ज्येष्ठ श्रेष्ठ कार्यकर्ताओं से अपील की है कि मोदी जी के जन्म दिवस के अवसर पर रक्तदान शिविर में पहुंच कर।	[1297, 1106, 1464, 1498]
story4-body-text: नगर निगम की टीम ने आईएचएसडीपी योजना के तहत प्रेमनगर बस्ती में बनाए गए आवासों में अनाधिकृत रूप से अवैध कब्जा करने वाले चार कब्जेधारियों को हटाने की कार्रवाई की है। नगर निगम की टीम ने यह कार्रवाई नगर निगम आयुक्त नीलेश दुबे के निर्देश पर की है। कब्जाधारियों को कब्जा हटाने के लिए तीन दिन का समय दिया गया है। तीन दिन में कब्जा खाली नहीं करने पर एकपक्षीय कार्रवाई करते हुए उन्हें आवासों से बेदखल कर दिया जाएगा। नगर निगम के नोडल अधिकारी सुनील सिंह ने बताया कि प्रेमनगर बस्ती में निर्मित आईएचएसडीपी आवासों के ब्लॉक सी और डी में सभी अवैध कब्जो को खाली कराने की कार्रवाई की जा रही है।	[619, 670, 780, 902]
color-bar-swatch	[1299, 2036, 1310, 2057]
story5-col2: इलाज कराने एक गरीब पिता जिला अस्पताल के चार बार चक्कर लगा चुका है, लेकिन उसे केवल निराशा ही हाथ लगी है। जिला अस्पताल में पदस्थ एक चिकित्सक ने इस लिए उसके पुत्र का इलाज नहीं किया कि क्योंकि उसके पास चिकित्सक को देने के लिए पैसे नहीं थे। मामला जिला अस्पताल शहडोल का है। शिकायतकर्ता सुभदीप सोनी ने आरोप लगाया कि वह शहडोल के बिजली विभाग कॉलोनी के पास रहता है। उसके पुत्र सौर्य सोनी 15 के हाथ में गिल्टी है जिसका इलाज करवाने वह जिला अस्पताल 21.08.2005 को गया था। पर्ची कटवाने के बाद वह सर्जरी विभाग के डॉ. वी पी पटेल से मिला। चिकित्सक ने बच्चे की गिल्टी देख पिता को बताया कि इसे तत्काल ही	[963, 670, 1123, 902]
gray-balance-mark	[1188, 2036, 1202, 2057]
cell: CONSTRUCTION OF SAMUDAYIK BHAWAN AT WARD NO 02 SHAHDOL AS PER NIT AND ESTIMATE	[1049, 1842, 1223, 1895]
door	[245, 323, 284, 415]
tender-contact	[1310, 1651, 1456, 1693]
th-duration: कार्य की समयसीमा	[1347, 1734, 1386, 1790]
story1-subhead1: कागजों में हुआ लघु तालाब का कार्य	[60, 368, 216, 382]
story1-col5-wrap	[775, 230, 945, 534]
story9-photo-cmho	[239, 1693, 317, 1800]
story9-dateline: शहडोल ।	[60, 1741, 102, 1754]
window	[333, 328, 376, 376]
quote-name: शिवानी जैन	[890, 497, 939, 511]
story2-col1	[959, 457, 1120, 603]
tender-intro: एतद् द्वारा केन्द्रीय पंजीयन पद्धति से पंजीकृत ठेकेदारों से नीचे दिये गये विवरण अनुसार ऑनलाईन पद्धति से प्रतिशत दर पर निविदा आमंत्रित की जाती है।	[966, 1718, 1443, 1727]
story8-headline: भाजयुमो एवं जिला चिकित्सालय के तत्वावधान में रक्तदान शिविर आज	[1303, 1036, 1457, 1097]
story8	[1297, 1035, 1463, 1499]
